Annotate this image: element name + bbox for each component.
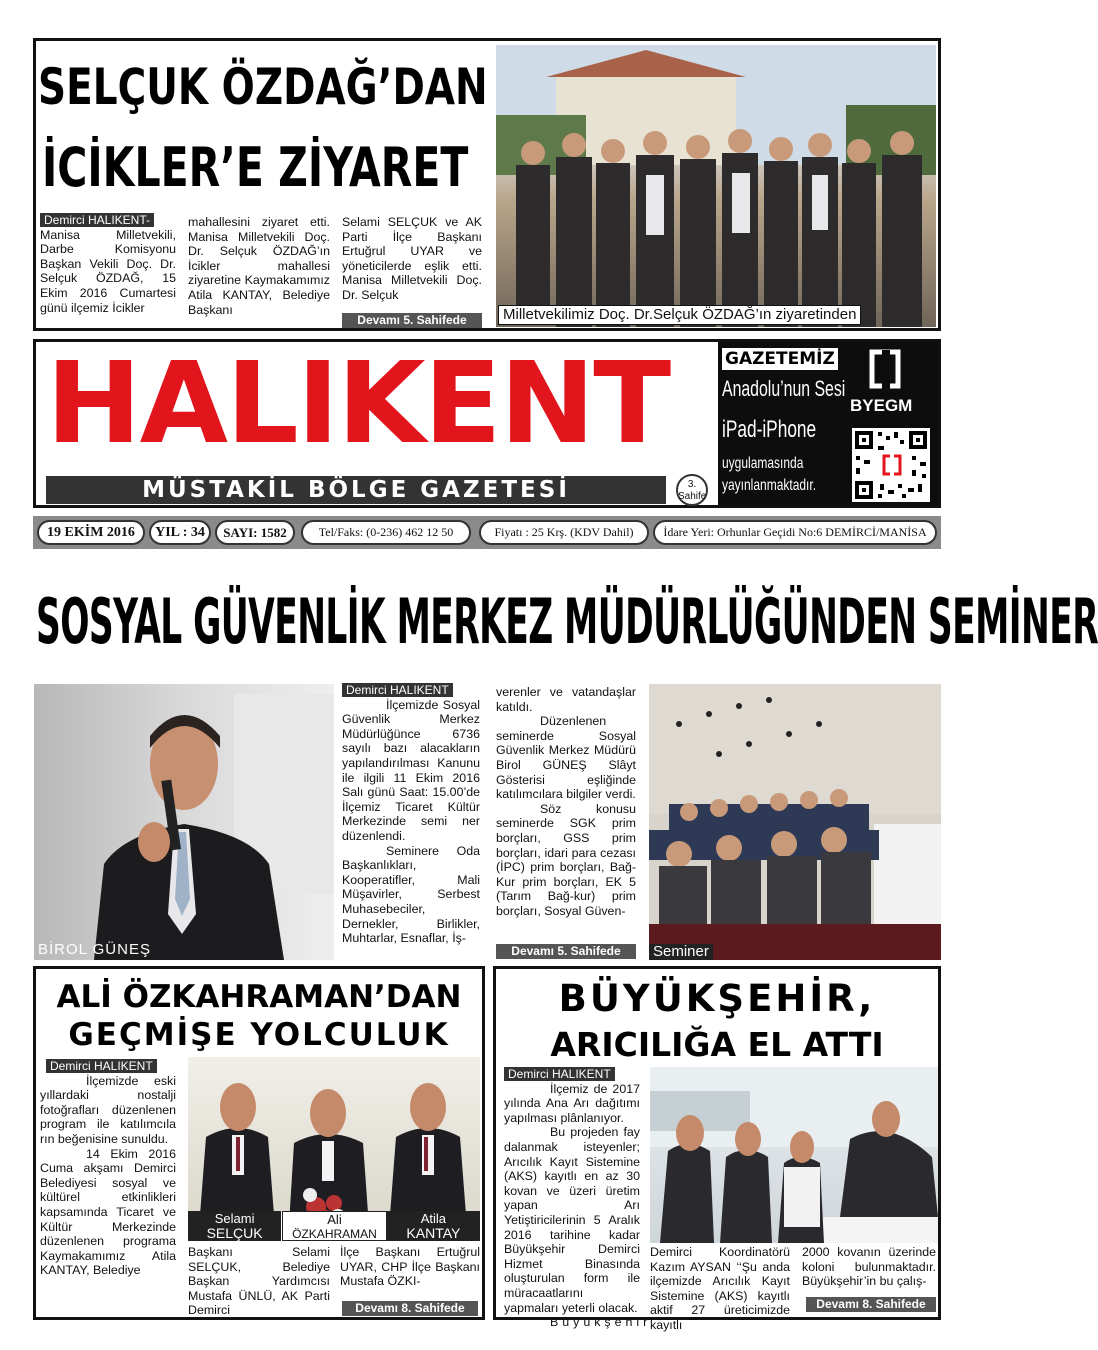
masthead-box (33, 339, 941, 508)
story-left-col-1-p2: 14 Ekim 2016 Cuma akşamı Demirci Belediyesi sosyal ve kültürel etkinlikleri kapsamında Ticaret ve Kültür Merkezinde düzenlenen programa Kaymakamımız Atila KANTAY, Belediye (40, 1146, 176, 1278)
main-story-col-2-p2: Düzenlenen seminerde Sosyal Güvenlik Merkez Müdürü Birol GÜNEŞ Slâyt Gösterisi eşliğinde katılımcılara bilgiler verdi. (496, 714, 636, 802)
story-right-headline-2: ARICILIĞA EL ATTI (550, 1025, 884, 1064)
group-photo-illustration (496, 45, 936, 327)
name-label-3-first: Atila (420, 1211, 447, 1226)
name-label-3 (387, 1211, 480, 1241)
top-story-col-3-text: Selami SELÇUK ve AK Parti İlçe Başkanı Ertuğrul UYAR ve yöneticilerde eşlik etti. Manisa Milletvekili Doç. Dr. Selçuk (342, 215, 482, 302)
story-left-continued[interactable]: Devamı 8. Sahifede (342, 1301, 478, 1316)
main-story-continued[interactable]: Devamı 5. Sahifede (496, 944, 636, 959)
top-story-box (33, 38, 941, 331)
main-story-headline: SOSYAL GÜVENLİK MERKEZ MÜDÜRLÜĞÜNDEN SEMİNER (36, 585, 1098, 658)
main-story-col-1-p2: Seminere Oda Başkanlıkları, Kooperatifler, Mali Müşavirler, Serbest Muhasebeciler, Dernekler, Birlikler, Muhtarlar, Esnaflar, İş- (342, 843, 480, 946)
main-story-col-2-p1: verenler ve vatandaşlar katıldı. (496, 685, 636, 714)
price-pill: Fiyatı : 25 Krş. (KDV Dahil) (479, 520, 649, 545)
name-label-1-last: SELÇUK (206, 1225, 263, 1241)
byegm-logo-icon (868, 350, 904, 390)
story-right-photo (650, 1067, 938, 1243)
top-story-continued[interactable]: Devamı 5. Sahifede (342, 313, 482, 328)
office-meeting-illustration (650, 1067, 938, 1243)
main-story-photo-seminar (649, 684, 941, 960)
top-story-col-1-text: Manisa Milletvekili, Darbe Komisyonu Başkan Vekili Doç. Dr. Selçuk ÖZDAĞ, 15 Ekim 2016 Cumartesi günü ilçemiz İcikler (40, 227, 176, 315)
name-label-1 (188, 1211, 282, 1241)
promo-title: GAZETEMİZ (722, 348, 838, 370)
issue-pill: SAYI: 1582 (215, 520, 295, 545)
promo-line-2: iPad-iPhone (722, 416, 817, 443)
main-story-col-1 (342, 683, 480, 946)
story-right-tag: Demirci HALIKENT (504, 1067, 615, 1081)
story-left-col-2 (188, 1245, 330, 1318)
story-left-tag: Demirci HALIKENT (46, 1059, 157, 1073)
promo-line-3: uygulamasında (722, 455, 804, 472)
story-left-headline-2: GEÇMİŞE YOLCULUK (68, 1017, 450, 1053)
top-story-col-2-text: mahallesini ziyaret etti. Manisa Milletvekili Doç. Dr. Selçuk ÖZDAĞ’ın İcikler mahallesi ziyaretine Kaymakamımız Atila KANTAY, Belediye Başkanı (188, 215, 330, 317)
seminar-photo-caption: Seminer (649, 944, 713, 960)
top-story-headline-1: SELÇUK ÖZDAĞ’DAN (38, 58, 488, 116)
name-label-2-last: ÖZKAHRAMAN (292, 1227, 377, 1241)
byegm-label: BYEGM (850, 396, 913, 415)
top-story-col-2 (188, 215, 330, 317)
page-number-badge (676, 474, 708, 506)
top-story-tag: Demirci HALIKENT- (40, 213, 154, 227)
main-story-col-2-p3: Söz konusu seminerde SGK prim borçları, GSS prim borçları, idari para cezası (İPC) prim borçları, Bağ-Kur prim borçları, EK 5 (Tarım Bağ-kur) prim borçları, Sosyal Güven- (496, 801, 636, 918)
story-right-box (493, 966, 941, 1332)
seminar-illustration (649, 684, 941, 960)
main-story-tag: Demirci HALIKENT (342, 683, 453, 697)
story-right-headline-1: BÜYÜKŞEHİR, (558, 977, 876, 1020)
name-label-2-first: Ali (327, 1212, 342, 1227)
speaker-illustration (34, 684, 334, 960)
year-pill: YIL : 34 (149, 520, 211, 545)
story-left-col-3 (340, 1245, 480, 1289)
main-story-col-1-p1: İlçemizde Sosyal Güvenlik Merkez Müdürlüğünce 6736 sayılı bazı alacakların yapılandırılması Kanunu ile ilgili 11 Ekim 2016 Salı günü Saat: 15.00’de İlçemiz Ticaret Kültür Merkezinde semi ner düzenlendi. (342, 697, 480, 843)
name-label-2 (282, 1211, 387, 1241)
story-left-col-2-text: Başkanı Selami SELÇUK, Belediye Başkan Yardımcısı Mustafa ÜNLÜ, AK Parti Demirci (188, 1245, 330, 1318)
story-left-col-1 (40, 1059, 176, 1278)
masthead-title: HALIKENT (46, 339, 670, 469)
story-right-col-3 (802, 1245, 936, 1289)
top-story-headline-2: İCİKLER’E ZİYARET (42, 136, 469, 199)
photo-name-labels (188, 1211, 480, 1241)
top-story-photo (496, 45, 936, 327)
promo-line-4: yayınlanmaktadır. (722, 477, 817, 494)
story-right-col-3-text: 2000 kovanın üzerinde koloni bulunmaktadır. Büyükşehir’in bu çalış- (802, 1245, 936, 1289)
page-number-label: Sahife (678, 491, 707, 502)
top-story-col-3 (342, 215, 482, 303)
masthead-subtitle: MÜSTAKİL BÖLGE GAZETESİ (46, 476, 666, 504)
top-story-col-1 (40, 213, 176, 315)
top-story-photo-caption: Milletvekilimiz Doç. Dr.Selçuk ÖZDAĞ’ın ziyaretinden (498, 305, 861, 325)
main-story-photo-speaker (34, 684, 334, 960)
story-left-box (33, 966, 485, 1320)
promo-box (718, 342, 938, 505)
story-left-col-1-p1: İlçemizde eski yıllardaki nostalji fotoğrafları düzenlenen program ile katılımcıla rın beğenisine sunuldu. (40, 1073, 176, 1146)
phone-pill: Tel/Faks: (0-236) 462 12 50 (301, 520, 471, 545)
date-pill: 19 EKİM 2016 (37, 520, 145, 545)
story-left-headline-1: ALİ ÖZKAHRAMAN’DAN (56, 979, 462, 1015)
story-right-col-2-text: Demirci Koordinatörü Kazım AYSAN ‘‘Şu anda ilçemizde Arıcılık Kayıt Sistemine (AKS) kayıtlı aktif 27 üreticimizde kayıtlı (650, 1245, 790, 1332)
speaker-photo-caption: BİROL GÜNEŞ (38, 941, 151, 958)
promo-line-1: Anadolu’nun Sesi (722, 376, 846, 401)
story-left-photo (188, 1057, 480, 1241)
name-label-3-last: KANTAY (406, 1225, 461, 1241)
story-right-col-2 (650, 1245, 790, 1333)
story-right-continued[interactable]: Devamı 8. Sahifede (806, 1297, 936, 1312)
story-right-col-1-p2: Bu projeden fay dalanmak isteyenler; Arıcılık Kayıt Sistemine (AKS) kayıtlı en az 30 kovan ve üzeri üretim yapan Arı Yetiştiricilerinin 5 Aralık 2016 tarihine kadar Büyükşehir Demirci Hizmet Binasında oluşturulan form ile müracaatlarını yapmaları yeterli olacak. (504, 1125, 640, 1315)
story-left-col-3-text: İlçe Başkanı Ertuğrul UYAR, CHP İlçe Başkanı Mustafa ÖZKI- (340, 1245, 480, 1289)
story-right-col-1 (504, 1067, 652, 1330)
page-number: 3. (687, 479, 697, 490)
story-right-col-1-p1: İlçemiz de 2017 yılında Ana Arı dağıtımı yapılması plânlanıyor. (504, 1081, 640, 1125)
name-label-1-first: Selami (214, 1211, 255, 1226)
story-right-col-1-p3: Büyükşehir (550, 1315, 652, 1330)
main-story-col-2 (496, 685, 636, 919)
qr-code-icon[interactable] (852, 428, 930, 502)
address-pill: İdare Yeri: Orhunlar Geçidi No:6 DEMİRCİ/MANİSA (653, 520, 937, 545)
